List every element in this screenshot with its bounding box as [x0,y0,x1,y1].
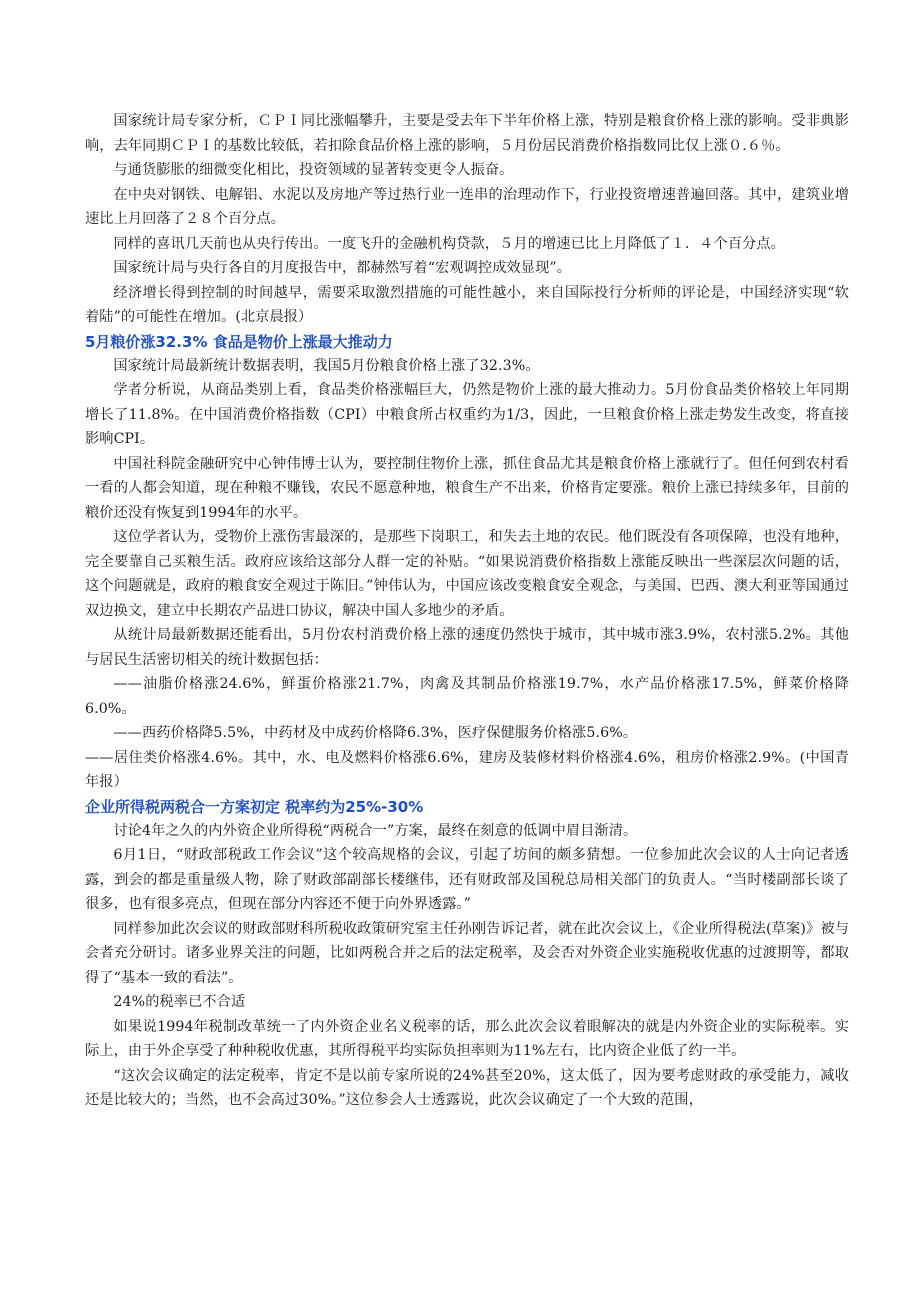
tax-reform-section [85,795,849,1113]
document-page [85,109,849,1113]
price-list-item: ——居住类价格涨4.6%。其中，水、电及燃料价格涨6.6%，建房及装修材料价格涨4.6%，租房价格涨2.9%。(中国青年报） [85,749,849,790]
paragraph: 学者分析说，从商品类别上看，食品类价格涨幅巨大，仍然是物价上涨的最大推动力。5月份食品类价格较上年同期增长了11.8%。在中国消费价格指数（CPI）中粮食所占权重约为1/3，因此，一旦粮食价格上涨走势发生改变，将直接影响CPI。 [85,382,849,447]
intro-section [85,109,849,330]
price-list-item: ——油脂价格涨24.6%，鲜蛋价格涨21.7%，肉禽及其制品价格涨19.7%，水产品价格涨17.5%，鲜菜价格降6.0%。 [85,676,849,717]
paragraph: 同样参加此次会议的财政部财科所税收政策研究室主任孙刚告诉记者，就在此次会议上，《企业所得税法(草案)》被与会者充分研讨。诸多业界关注的问题，比如两税合并之后的法定税率，及会否对外资企业实施税收优惠的过渡期等，都取得了“基本一致的看法”。 [85,920,849,986]
paragraph: 国家统计局最新统计数据表明，我国5月份粮食价格上涨了32.3%。 [113,357,540,374]
subheading: 24%的税率已不合适 [113,994,246,1010]
paragraph: 从统计局最新数据还能看出，5月份农村消费价格上涨的速度仍然快于城市，其中城市涨3.9%，农村涨5.2%。其他与居民生活密切相关的统计数据包括： [85,627,849,668]
paragraph: 这位学者认为，受物价上涨伤害最深的，是那些下岗职工，和失去土地的农民。他们既没有各项保障，也没有地种，完全要靠自己买粮生活。政府应该给这部分人群一定的补贴。“如果说消费价格指数上涨能反映出一些深层次问题的话，这个问题就是，政府的粮食安全观过于陈旧。”钟伟认为，中国应该改变粮食安全观念，与美国、巴西、澳大利亚等国通过双边换文，建立中长期农产品进口协议，解决中国人多地少的矛盾。 [85,529,849,619]
paragraph: 国家统计局专家分析，ＣＰＩ同比涨幅攀升，主要是受去年下半年价格上涨，特别是粮食价格上涨的影响。受非典影响，去年同期ＣＰＩ的基数比较低，若扣除食品价格上涨的影响，５月份居民消费价格指数同比仅上涨０.６％。 [85,113,849,154]
paragraph: 与通货膨胀的细微变化相比，投资领域的显著转变更令人振奋。 [113,162,514,178]
grain-price-section [85,330,849,795]
section-heading: 5月粮价涨32.3% 食品是物价上涨最大推动力 [85,332,393,351]
paragraph: 在中央对钢铁、电解铝、水泥以及房地产等过热行业一连串的治理动作下，行业投资增速普遍回落。其中，建筑业增速比上月回落了２８个百分点。 [85,186,849,227]
paragraph: 讨论4年之久的内外资企业所得税“两税合一”方案，最终在刻意的低调中眉目渐清。 [113,822,638,839]
paragraph: 经济增长得到控制的时间越早，需要采取激烈措施的可能性越小，来自国际投行分析师的评论是，中国经济实现“软着陆”的可能性在增加。(北京晨报） [85,284,849,325]
paragraph: 如果说1994年税制改革统一了内外资企业名义税率的话，那么此次会议着眼解决的就是内外资企业的实际税率。实际上，由于外企享受了种种税收优惠，其所得税平均实际负担率则为11%左右，比内资企业低了约一半。 [85,1018,849,1059]
paragraph: “这次会议确定的法定税率，肯定不是以前专家所说的24%甚至20%，这太低了，因为要考虑财政的承受能力，减收还是比较大的；当然，也不会高过30%。”这位参会人士透露说，此次会议确定了一个大致的范围， [85,1067,849,1108]
paragraph: 中国社科院金融研究中心钟伟博士认为，要控制住物价上涨，抓住食品尤其是粮食价格上涨就行了。但任何到农村看一看的人都会知道，现在种粮不赚钱，农民不愿意种地，粮食生产不出来，价格肯定要涨。粮价上涨已持续多年，目前的粮价还没有恢复到1994年的水平。 [85,455,849,521]
price-list-item: ——西药价格降5.5%，中药材及中成药价格降6.3%，医疗保健服务价格涨5.6%。 [113,725,638,741]
paragraph: 国家统计局与央行各自的月度报告中，都赫然写着“宏观调控成效显现”。 [113,260,572,276]
paragraph: 同样的喜讯几天前也从央行传出。一度飞升的金融机构贷款，５月的增速已比上月降低了１．４个百分点。 [113,235,785,252]
paragraph: 6月1日，“财政部税政工作会议”这个较高规格的会议，引起了坊间的颇多猜想。一位参加此次会议的人士向记者透露，到会的都是重量级人物，除了财政部副部长楼继伟，还有财政部及国税总局相关部门的负责人。“当时楼副部长谈了很多，也有很多亮点，但现在部分内容还不便于向外界透露。” [85,847,849,912]
section-heading: 企业所得税两税合一方案初定 税率约为25%-30% [85,797,424,816]
